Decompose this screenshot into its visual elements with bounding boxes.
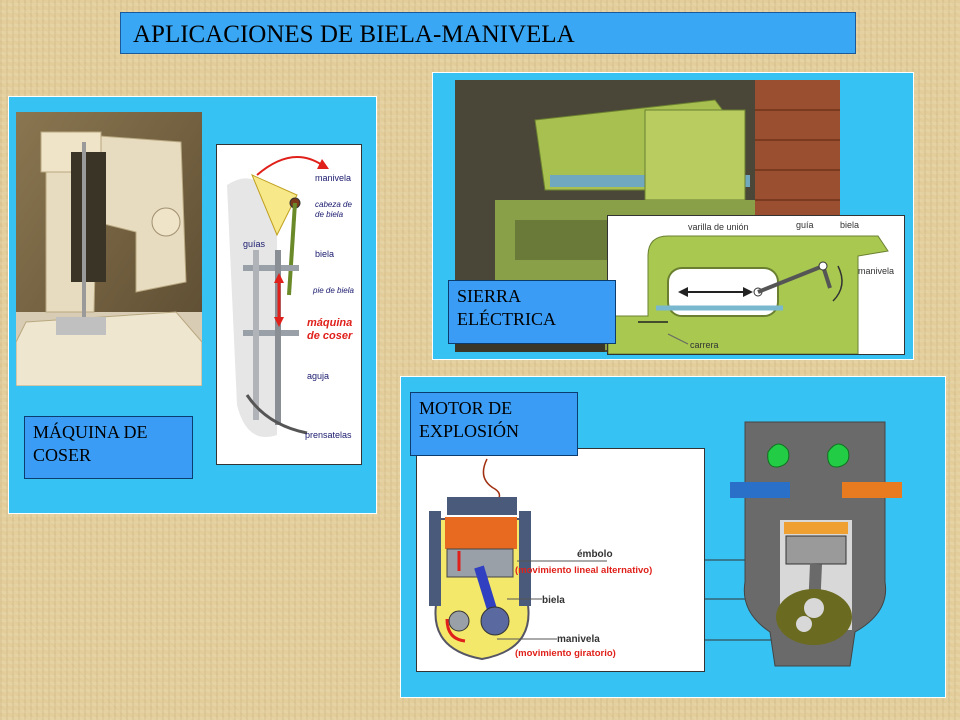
label-carrera: carrera	[690, 340, 719, 350]
label-guias: guías	[243, 239, 266, 249]
combustion-engine-label	[410, 392, 578, 456]
engine-label-line1: MOTOR DE	[419, 398, 513, 418]
sewing-label-line1: MÁQUINA DE	[33, 422, 148, 442]
label-cabeza-biela: cabeza de	[315, 200, 352, 209]
page-title: APLICACIONES DE BIELA-MANIVELA	[120, 12, 856, 54]
sewing-machine-label	[24, 416, 193, 479]
sewing-mechanism-diagram	[216, 144, 362, 465]
engine-label-line2: EXPLOSIÓN	[419, 421, 520, 441]
label-manivela: manivela	[858, 266, 895, 276]
label-manivela: manivela	[315, 173, 352, 183]
label-guia: guía	[796, 220, 814, 230]
saw-label-line1: SIERRA	[457, 286, 522, 306]
sewing-machine-photo	[16, 112, 202, 386]
label-manivela-movimiento: (movimiento giratorio)	[515, 648, 616, 659]
label-aguja: aguja	[307, 371, 330, 381]
engine-cutaway-diagram	[416, 448, 705, 672]
electric-saw-label	[448, 280, 616, 344]
label-varilla: varilla de unión	[688, 222, 749, 232]
label-biela: biela	[542, 595, 565, 606]
sewing-label-line2: COSER	[33, 445, 92, 465]
label-pie-biela: pie de biela	[313, 286, 354, 295]
label-embolo: émbolo	[577, 549, 613, 560]
label-de-coser: de coser	[307, 330, 353, 342]
label-prensatelas: prensatelas	[305, 430, 352, 440]
saw-label-line2: ELÉCTRICA	[457, 309, 556, 329]
label-biela: biela	[315, 249, 335, 259]
label-manivela: manivela	[557, 634, 600, 645]
label-cabeza-biela-2: de biela	[315, 210, 344, 219]
label-biela: biela	[840, 220, 860, 230]
saw-mechanism-diagram	[607, 215, 905, 355]
label-embolo-movimiento: (movimiento lineal alternativo)	[515, 565, 653, 576]
engine-section-diagram	[730, 412, 902, 670]
label-maquina: máquina	[307, 317, 353, 329]
